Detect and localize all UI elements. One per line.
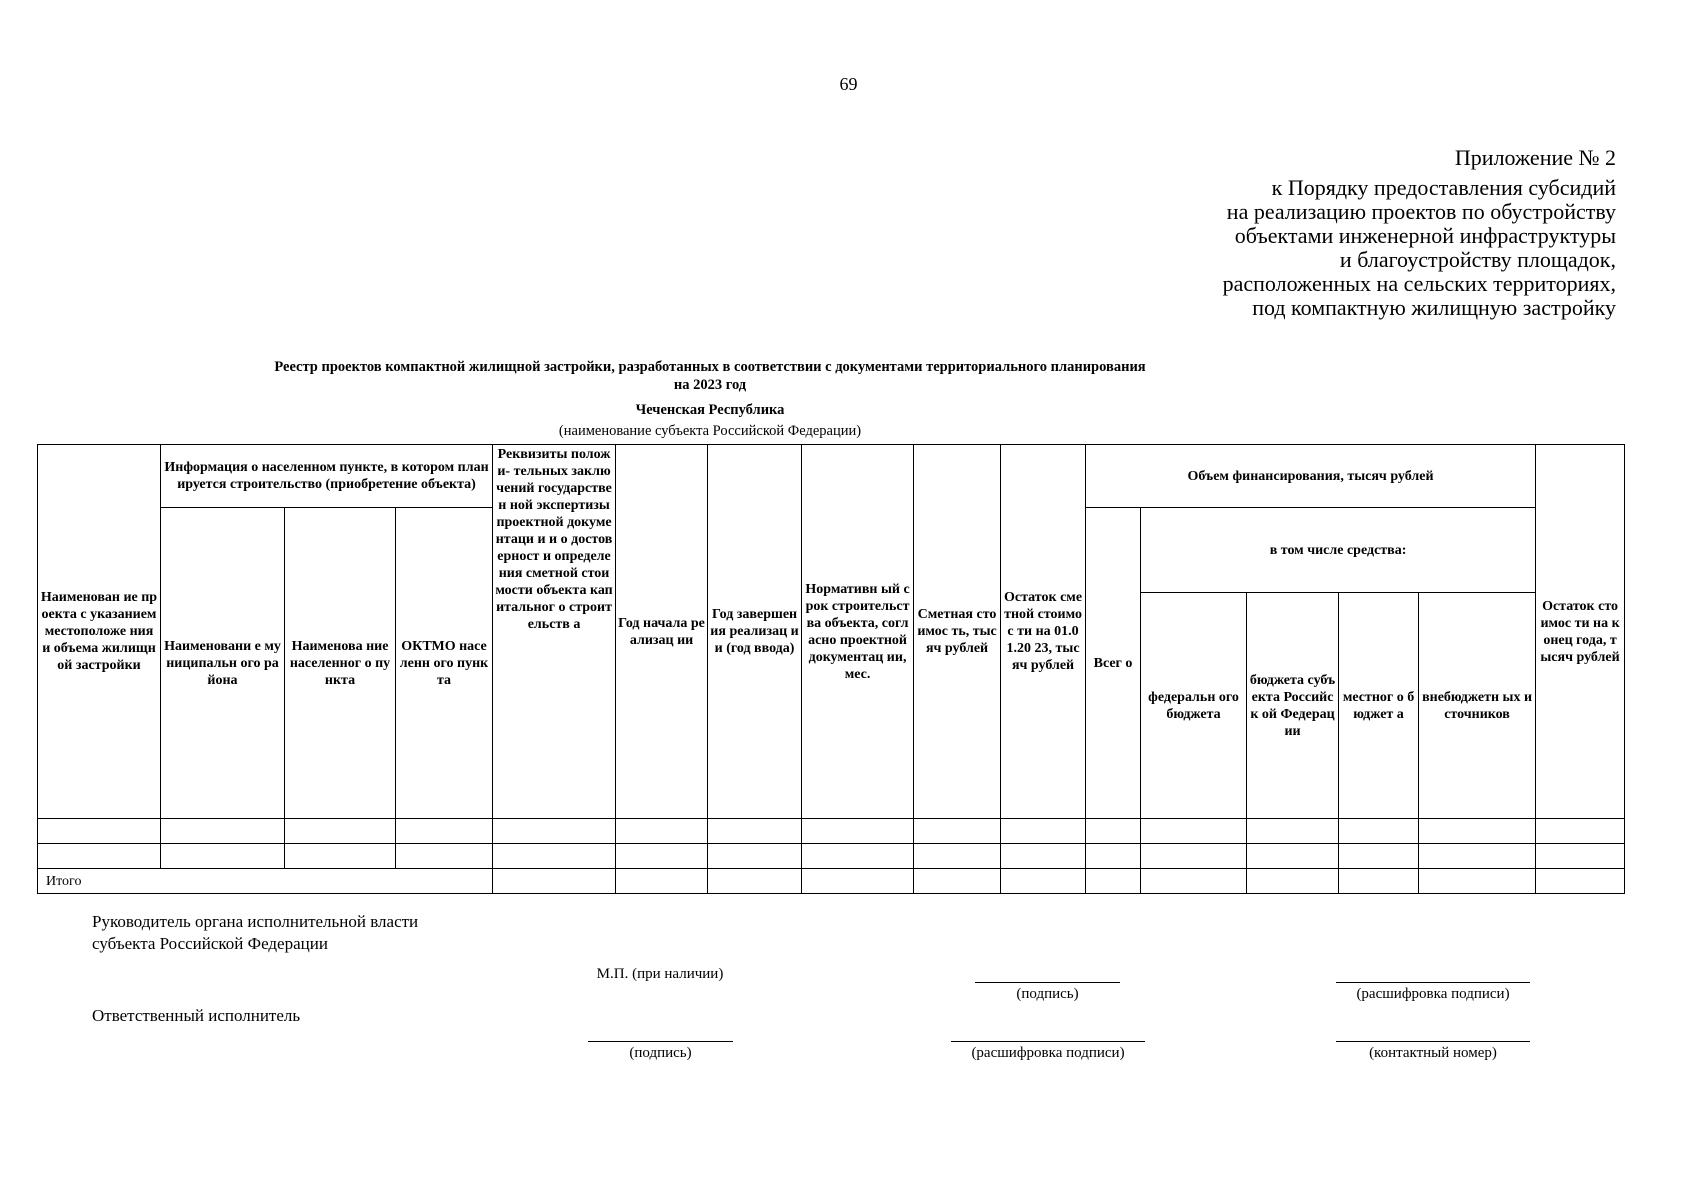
header-settlement-info: Информация о населенном пункте, в котором планируется строительство (приобретение объекта) <box>161 445 493 508</box>
table-cell[interactable] <box>708 819 802 844</box>
executor-decode-caption: (расшифровка подписи) <box>971 1045 1125 1061</box>
table-cell[interactable] <box>914 844 1001 869</box>
document-title <box>160 358 1260 394</box>
appendix-line: под компактную жилищную застройку <box>1252 295 1616 320</box>
table-cell[interactable] <box>1141 844 1247 869</box>
table-cell[interactable] <box>1001 869 1086 894</box>
head-signatory <box>92 911 418 955</box>
header-financing: Объем финансирования, тысяч рублей <box>1086 445 1536 508</box>
table-cell[interactable] <box>802 819 914 844</box>
header-expertise: Реквизиты положи- тельных заключений государствен ной экспертизы проектной документаци и и о достоверност и определения сметной стоимости объекта капитальног о строительств а <box>493 445 616 819</box>
contact-caption: (контактный номер) <box>1369 1045 1497 1061</box>
header-including: в том числе средства: <box>1141 508 1536 593</box>
table-cell[interactable] <box>1419 844 1536 869</box>
header-extra-budget: внебюджетн ых источников <box>1419 593 1536 819</box>
table-cell[interactable] <box>616 844 708 869</box>
table-cell[interactable] <box>396 819 493 844</box>
table-cell[interactable] <box>1001 844 1086 869</box>
signature-line <box>975 982 1120 983</box>
executor-signature-caption: (подпись) <box>629 1045 692 1061</box>
table-cell[interactable] <box>396 844 493 869</box>
header-subject-budget: бюджета субъекта Российск ой Федерац ии <box>1247 593 1339 819</box>
table-cell[interactable] <box>914 819 1001 844</box>
table-cell[interactable] <box>161 819 285 844</box>
head-signatory-line: субъекта Российской Федерации <box>92 934 328 953</box>
total-row <box>38 869 1625 894</box>
table-cell[interactable] <box>1141 819 1247 844</box>
executor-signature-line <box>588 1041 733 1042</box>
table-cell[interactable] <box>1141 869 1247 894</box>
stamp-label: М.П. (при наличии) <box>596 966 724 982</box>
head-signatory-line: Руководитель органа исполнительной власти <box>92 912 419 931</box>
appendix-line: расположенных на сельских территориях, <box>1222 271 1616 296</box>
table-cell[interactable] <box>1001 819 1086 844</box>
table-cell[interactable] <box>1247 844 1339 869</box>
appendix-line: на реализацию проектов по обустройству <box>1226 199 1616 224</box>
table-cell[interactable] <box>1536 869 1625 894</box>
header-oktmo: ОКТМО населенн ого пункта <box>396 508 493 819</box>
appendix-title: Приложение № 2 <box>1454 145 1616 170</box>
table-cell[interactable] <box>1339 819 1419 844</box>
table-cell[interactable] <box>708 869 802 894</box>
region-name: Чеченская Республика <box>635 402 785 418</box>
appendix-line: к Порядку предоставления субсидий <box>1271 175 1616 200</box>
document-title-year: на 2023 год <box>673 377 747 393</box>
table-cell[interactable] <box>1086 844 1141 869</box>
table-cell[interactable] <box>493 819 616 844</box>
header-project-name: Наименован ие проекта с указанием местоположе ния и объема жилищной застройки <box>38 445 161 819</box>
table-cell[interactable] <box>161 844 285 869</box>
header-end-year: Год завершен ия реализац ии (год ввода) <box>708 445 802 819</box>
table-cell[interactable] <box>38 819 161 844</box>
contact-line <box>1336 1041 1530 1042</box>
table-cell[interactable] <box>1419 869 1536 894</box>
executor-decode-line <box>951 1041 1145 1042</box>
page-number: 69 <box>839 74 858 94</box>
table-cell[interactable] <box>616 819 708 844</box>
header-total: Всег о <box>1086 508 1141 819</box>
table-cell[interactable] <box>1339 869 1419 894</box>
table-cell[interactable] <box>914 869 1001 894</box>
header-local: местног о бюджет а <box>1339 593 1419 819</box>
table-cell[interactable] <box>1536 844 1625 869</box>
header-federal: федеральн ого бюджета <box>1141 593 1247 819</box>
appendix-line: объектами инженерной инфраструктуры <box>1234 223 1616 248</box>
signature-caption: (подпись) <box>1016 986 1079 1002</box>
region-caption: (наименование субъекта Российской Федерации) <box>558 423 862 439</box>
decode-caption: (расшифровка подписи) <box>1356 986 1510 1002</box>
table-cell[interactable] <box>38 844 161 869</box>
table-row <box>38 819 1625 844</box>
table-cell[interactable] <box>1339 844 1419 869</box>
header-remaining-cost: Остаток сметной стоимос ти на 01.01.20 23, тысяч рублей <box>1001 445 1086 819</box>
executor-label: Ответственный исполнитель <box>92 1006 301 1025</box>
total-label: Итого <box>38 869 493 894</box>
table-cell[interactable] <box>802 869 914 894</box>
appendix-header <box>1116 146 1616 320</box>
header-norm-term: Нормативн ый срок строительст ва объекта, согласно проектной документац ии, мес. <box>802 445 914 819</box>
header-settlement-name: Наименова ние населенног о пункта <box>285 508 396 819</box>
table-cell[interactable] <box>1247 869 1339 894</box>
table-cell[interactable] <box>285 844 396 869</box>
decode-line <box>1336 982 1530 983</box>
document-title-line: Реестр проектов компактной жилищной застройки, разработанных в соответствии с документами территориального планирования <box>274 359 1146 375</box>
header-municipal-district: Наименовани е муниципальн ого района <box>161 508 285 819</box>
appendix-line: и благоустройству площадок, <box>1339 247 1616 272</box>
table-cell[interactable] <box>1247 819 1339 844</box>
table-cell[interactable] <box>493 844 616 869</box>
table-cell[interactable] <box>1536 819 1625 844</box>
header-start-year: Год начала реализац ии <box>616 445 708 819</box>
table-row <box>38 844 1625 869</box>
registry-table <box>37 444 1625 894</box>
table-cell[interactable] <box>285 819 396 844</box>
header-remaining-end: Остаток стоимос ти на конец года, тысяч рублей <box>1536 445 1625 819</box>
table-cell[interactable] <box>1419 819 1536 844</box>
table-cell[interactable] <box>802 844 914 869</box>
table-cell[interactable] <box>1086 819 1141 844</box>
table-cell[interactable] <box>616 869 708 894</box>
table-cell[interactable] <box>708 844 802 869</box>
table-cell[interactable] <box>493 869 616 894</box>
header-estimated-cost: Сметная стоимос ть, тысяч рублей <box>914 445 1001 819</box>
table-cell[interactable] <box>1086 869 1141 894</box>
